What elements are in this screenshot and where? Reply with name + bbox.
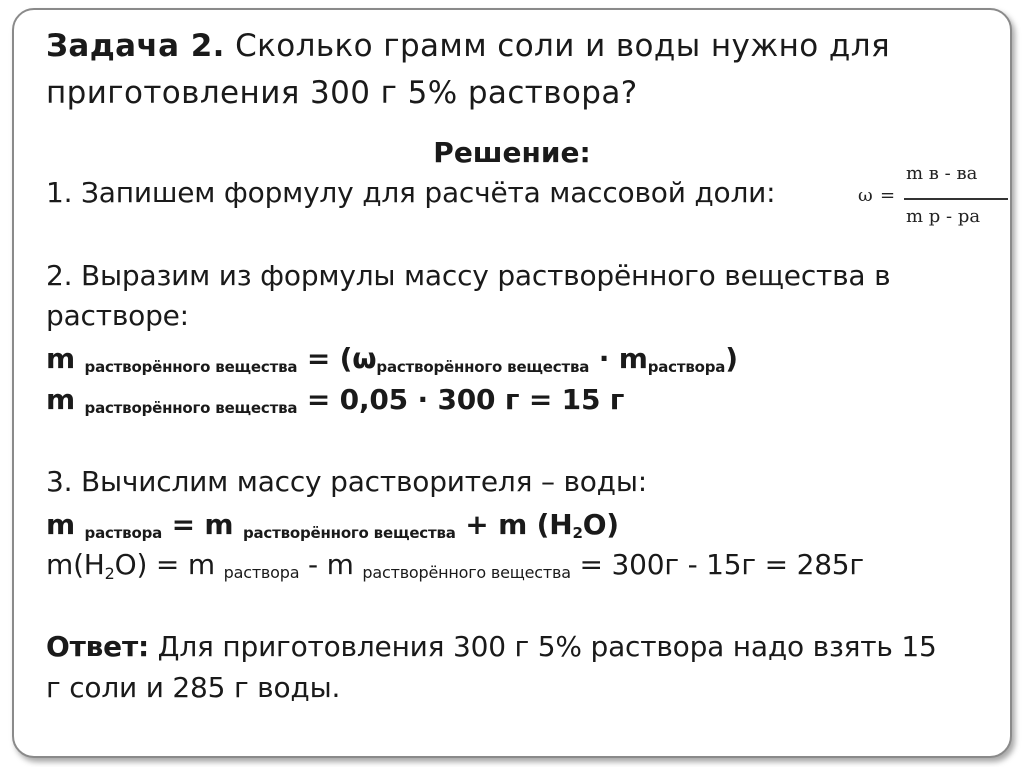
step3-equation-1 — [46, 508, 619, 542]
eq-part: + m (H — [455, 508, 573, 541]
eq-m: m — [46, 508, 85, 541]
answer-line1 — [46, 630, 937, 663]
eq-part: O) = m — [114, 548, 224, 581]
task-text-1: Сколько грамм соли и воды нужно для — [224, 28, 891, 64]
step1-text: 1. Запишем формулу для расчёта массовой доли: — [46, 176, 776, 209]
eq-part: ) — [725, 342, 738, 375]
step2-line1: 2. Выразим из формулы массу растворённого вещества в — [46, 259, 891, 292]
solution-heading: Решение: — [433, 136, 591, 169]
step3-equation-2 — [46, 548, 864, 583]
step3-line1: 3. Вычислим массу растворителя – воды: — [46, 465, 647, 498]
task-title-line2: приготовления 300 г 5% раствора? — [46, 75, 638, 111]
formula-equals: = — [880, 185, 896, 206]
eq-subscript: растворённого вещества — [242, 524, 456, 542]
eq-subscript: 2 — [572, 524, 583, 542]
eq-subscript: раствора — [223, 563, 300, 582]
formula-numerator: m в - ва — [906, 163, 978, 184]
eq-part: = m — [162, 508, 243, 541]
eq-m: m — [46, 342, 85, 375]
omega-symbol: ω — [858, 185, 873, 206]
eq-subscript: раствора — [647, 358, 726, 376]
eq-part: O) — [582, 508, 619, 541]
formula-denominator: m р - ра — [906, 206, 981, 227]
step2-equation-2 — [46, 383, 624, 417]
eq-m: m — [46, 383, 85, 416]
eq-subscript: 2 — [104, 564, 115, 583]
eq-part: - m — [299, 548, 363, 581]
eq-part: m(H — [46, 548, 105, 581]
task-title-line1 — [46, 28, 890, 64]
task-label: Задача 2. — [46, 28, 225, 64]
answer-text-1: Для приготовления 300 г 5% раствора надо взять 15 — [148, 630, 937, 663]
eq-subscript: растворённого вещества — [84, 399, 298, 417]
eq-subscript: растворённого вещества — [362, 563, 571, 582]
answer-line2: г соли и 285 г воды. — [46, 671, 341, 704]
eq-subscript: растворённого вещества — [376, 358, 590, 376]
fraction-bar — [904, 198, 1008, 200]
mass-fraction-formula — [858, 163, 1008, 237]
eq-part: = (ω — [297, 342, 377, 375]
eq-part: · m — [589, 342, 648, 375]
eq-subscript: раствора — [84, 524, 163, 542]
eq-subscript: растворённого вещества — [84, 358, 298, 376]
eq-part: = 0,05 · 300 г = 15 г — [297, 383, 625, 416]
eq-part: = 300г - 15г = 285г — [570, 548, 864, 581]
step2-line2: растворе: — [46, 299, 189, 332]
answer-label: Ответ: — [46, 630, 149, 663]
step2-equation-1 — [46, 342, 738, 376]
